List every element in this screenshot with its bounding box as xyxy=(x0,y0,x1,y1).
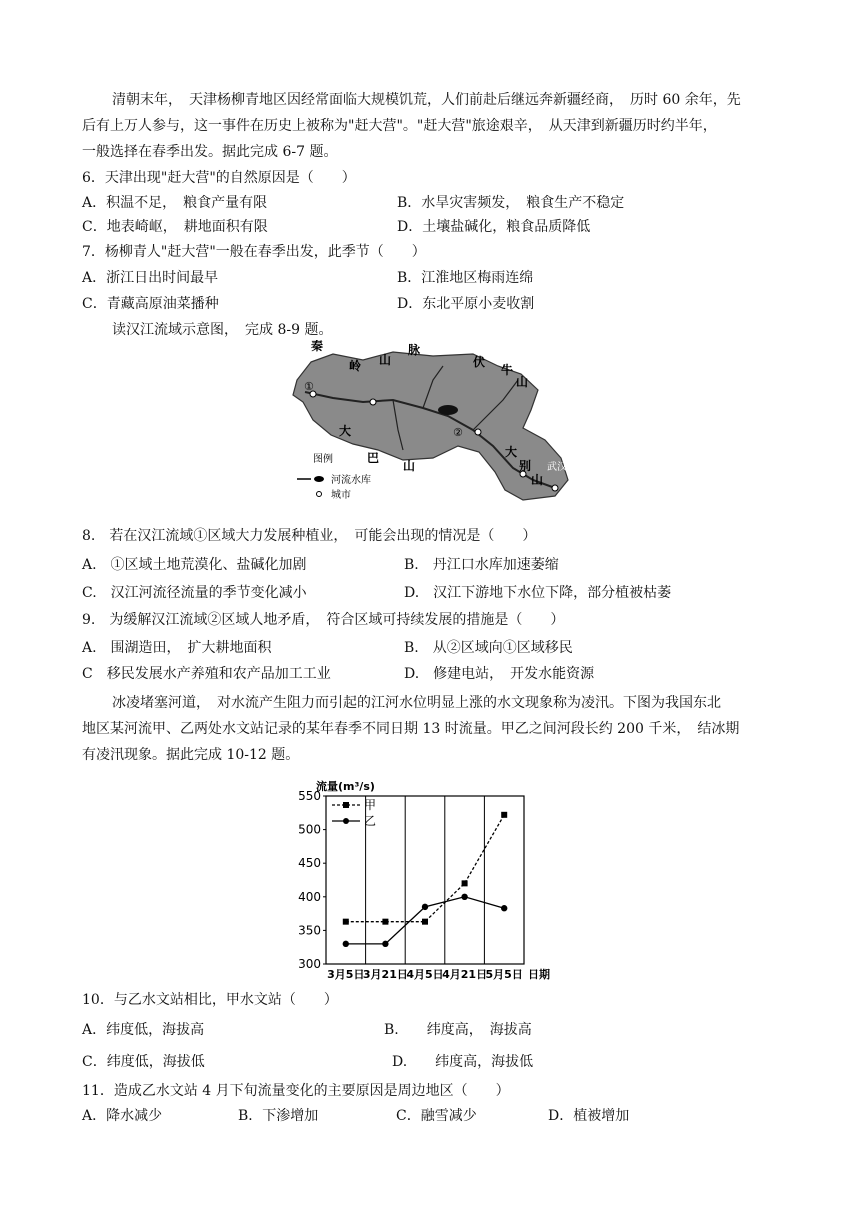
x-tick-label: 3月21日 xyxy=(362,968,408,981)
q8-option-d: D. 汉江下游地下水位下降，部分植被枯萎 xyxy=(404,585,672,601)
q10-option-a: A．纬度低，海拔高 xyxy=(82,1022,205,1038)
data-point xyxy=(343,919,349,925)
legend-river-label: 河流水库 xyxy=(331,475,371,486)
passage1-line-2: 后有上万人参与，这一事件在历史上被称为"赶大营"。"赶大营"旅途艰辛， 从天津到新疆历时约半年， xyxy=(82,118,717,134)
map-label-shan3: 山 xyxy=(403,459,416,473)
map-label-bie: 别 xyxy=(519,459,532,473)
q8-option-c: C. 汉江河流径流量的季节变化减小 xyxy=(82,585,307,601)
q8-stem: 8. 若在汉江流域①区域大力发展种植业， 可能会出现的情况是（ ） xyxy=(82,528,537,544)
legend-label: 乙 xyxy=(364,814,377,828)
passage2-line-1: 冰凌堵塞河道， 对水流产生阻力而引起的江河水位明显上涨的水文现象称为凌汛。下图为我国东北 xyxy=(112,695,721,711)
q8-option-b: B. 丹江口水库加速萎缩 xyxy=(404,557,559,573)
q9-stem: 9. 为缓解汉江流域②区域人地矛盾， 符合区域可持续发展的措施是（ ） xyxy=(82,612,565,628)
q8-option-a: A. ①区域土地荒漠化、盐碱化加剧 xyxy=(82,557,307,573)
q6-stem: 6．天津出现"赶大营"的自然原因是（ ） xyxy=(82,170,356,186)
q10-option-d: D. 纬度高，海拔低 xyxy=(392,1054,534,1070)
q9-option-d: D. 修建电站， 开发水能资源 xyxy=(404,666,595,682)
q7-option-d: D．东北平原小麦收割 xyxy=(397,296,535,312)
x-tick-label: 3月5日 xyxy=(327,968,365,981)
q6-option-d: D．土壤盐碱化，粮食品质降低 xyxy=(397,219,591,235)
q7-option-c: C．青藏高原油菜播种 xyxy=(82,296,219,312)
q7-option-a: A．浙江日出时间最早 xyxy=(82,270,219,286)
data-point xyxy=(422,904,428,910)
q7-stem: 7．杨柳青人"赶大营"一般在春季出发，此季节（ ） xyxy=(82,244,426,260)
data-point xyxy=(422,919,428,925)
data-point xyxy=(343,941,349,947)
legend-city-marker xyxy=(317,492,322,497)
passage1-line-1: 清朝末年， 天津杨柳青地区因经常面临大规模饥荒，人们前赴后继远奔新疆经商， 历时 60 余年，先 xyxy=(112,92,741,108)
data-point xyxy=(382,941,388,947)
legend-label: 甲 xyxy=(364,798,377,812)
q11-option-a: A．降水减少 xyxy=(82,1108,163,1124)
q7-option-b: B．江淮地区梅雨连绵 xyxy=(397,270,534,286)
q6-option-a: A．积温不足， 粮食产量有限 xyxy=(82,195,268,211)
data-point xyxy=(382,919,388,925)
city-marker xyxy=(370,399,376,405)
flow-chart xyxy=(290,774,580,986)
map-label-da2: 大 xyxy=(505,445,518,459)
legend-city-label: 城市 xyxy=(331,490,351,501)
passage1-line-3: 一般选择在春季出发。据此完成 6-7 题。 xyxy=(82,144,338,160)
map-label-ba: 巴 xyxy=(367,451,380,465)
x-tick-label: 5月5日 xyxy=(485,968,523,981)
danjiangkou-reservoir xyxy=(438,405,458,415)
q11-stem: 11．造成乙水文站 4 月下旬流量变化的主要原因是周边地区（ ） xyxy=(82,1083,510,1099)
y-tick-label: 400 xyxy=(298,889,321,904)
legend-reservoir xyxy=(314,476,324,482)
q9-option-b: B. 从②区域向①区域移民 xyxy=(404,640,573,656)
map-label-shan2: 山 xyxy=(516,375,529,389)
map-label-mai: 脉 xyxy=(408,343,421,357)
map-label-qin: 秦 xyxy=(311,340,324,353)
region-2-label: ② xyxy=(453,426,463,439)
passage2-line-3: 有凌汛现象。据此完成 10-12 题。 xyxy=(82,747,300,763)
map-label-da: 大 xyxy=(339,424,352,438)
q10-stem: 10．与乙水文站相比，甲水文站（ ） xyxy=(82,992,338,1008)
region-1-label: ① xyxy=(304,380,314,393)
x-axis-label: 日期 xyxy=(528,968,550,981)
legend-title: 图例 xyxy=(313,454,333,465)
x-tick-label: 4月21日 xyxy=(442,968,488,981)
y-tick-label: 550 xyxy=(298,789,321,803)
data-point xyxy=(501,905,507,911)
q6-option-c: C．地表崎岖， 耕地面积有限 xyxy=(82,219,268,235)
legend-marker xyxy=(343,802,349,808)
y-tick-label: 500 xyxy=(298,822,321,837)
legend-marker xyxy=(343,818,349,824)
y-axis-label: 流量(m³/s) xyxy=(316,780,375,793)
y-tick-label: 350 xyxy=(298,923,321,938)
q10-option-b: B. 纬度高， 海拔高 xyxy=(384,1022,532,1038)
map-label-wuhan: 武汉 xyxy=(547,462,567,473)
data-point xyxy=(501,812,507,818)
passage2-line-2: 地区某河流甲、乙两处水文站记录的某年春季不同日期 13 时流量。甲乙之间河段长约 200 千米， 结冰期 xyxy=(82,721,740,737)
data-point xyxy=(461,894,467,900)
q11-option-d: D．植被增加 xyxy=(548,1108,630,1124)
map-label-fu: 伏 xyxy=(473,355,486,369)
q9-option-a: A. 围湖造田， 扩大耕地面积 xyxy=(82,640,272,656)
q11-option-b: B．下渗增加 xyxy=(238,1108,319,1124)
map-label-shan: 山 xyxy=(379,353,392,367)
y-tick-label: 300 xyxy=(298,957,321,971)
q6-option-b: B．水旱灾害频发， 粮食生产不稳定 xyxy=(397,195,625,211)
han-river-map xyxy=(283,340,573,502)
y-tick-label: 450 xyxy=(298,856,321,871)
x-tick-label: 4月5日 xyxy=(406,968,444,981)
map-label-niu: 牛 xyxy=(501,363,514,377)
city-marker xyxy=(552,485,558,491)
map-intro: 读汉江流域示意图， 完成 8-9 题。 xyxy=(112,322,333,338)
data-point xyxy=(462,880,468,886)
city-marker xyxy=(475,429,481,435)
q11-option-c: C．融雪减少 xyxy=(396,1108,477,1124)
q9-option-c: C 移民发展水产养殖和农产品加工工业 xyxy=(82,666,331,682)
map-label-ling: 岭 xyxy=(349,359,362,373)
map-label-shan4: 山 xyxy=(531,473,544,487)
q10-option-c: C．纬度低，海拔低 xyxy=(82,1054,205,1070)
